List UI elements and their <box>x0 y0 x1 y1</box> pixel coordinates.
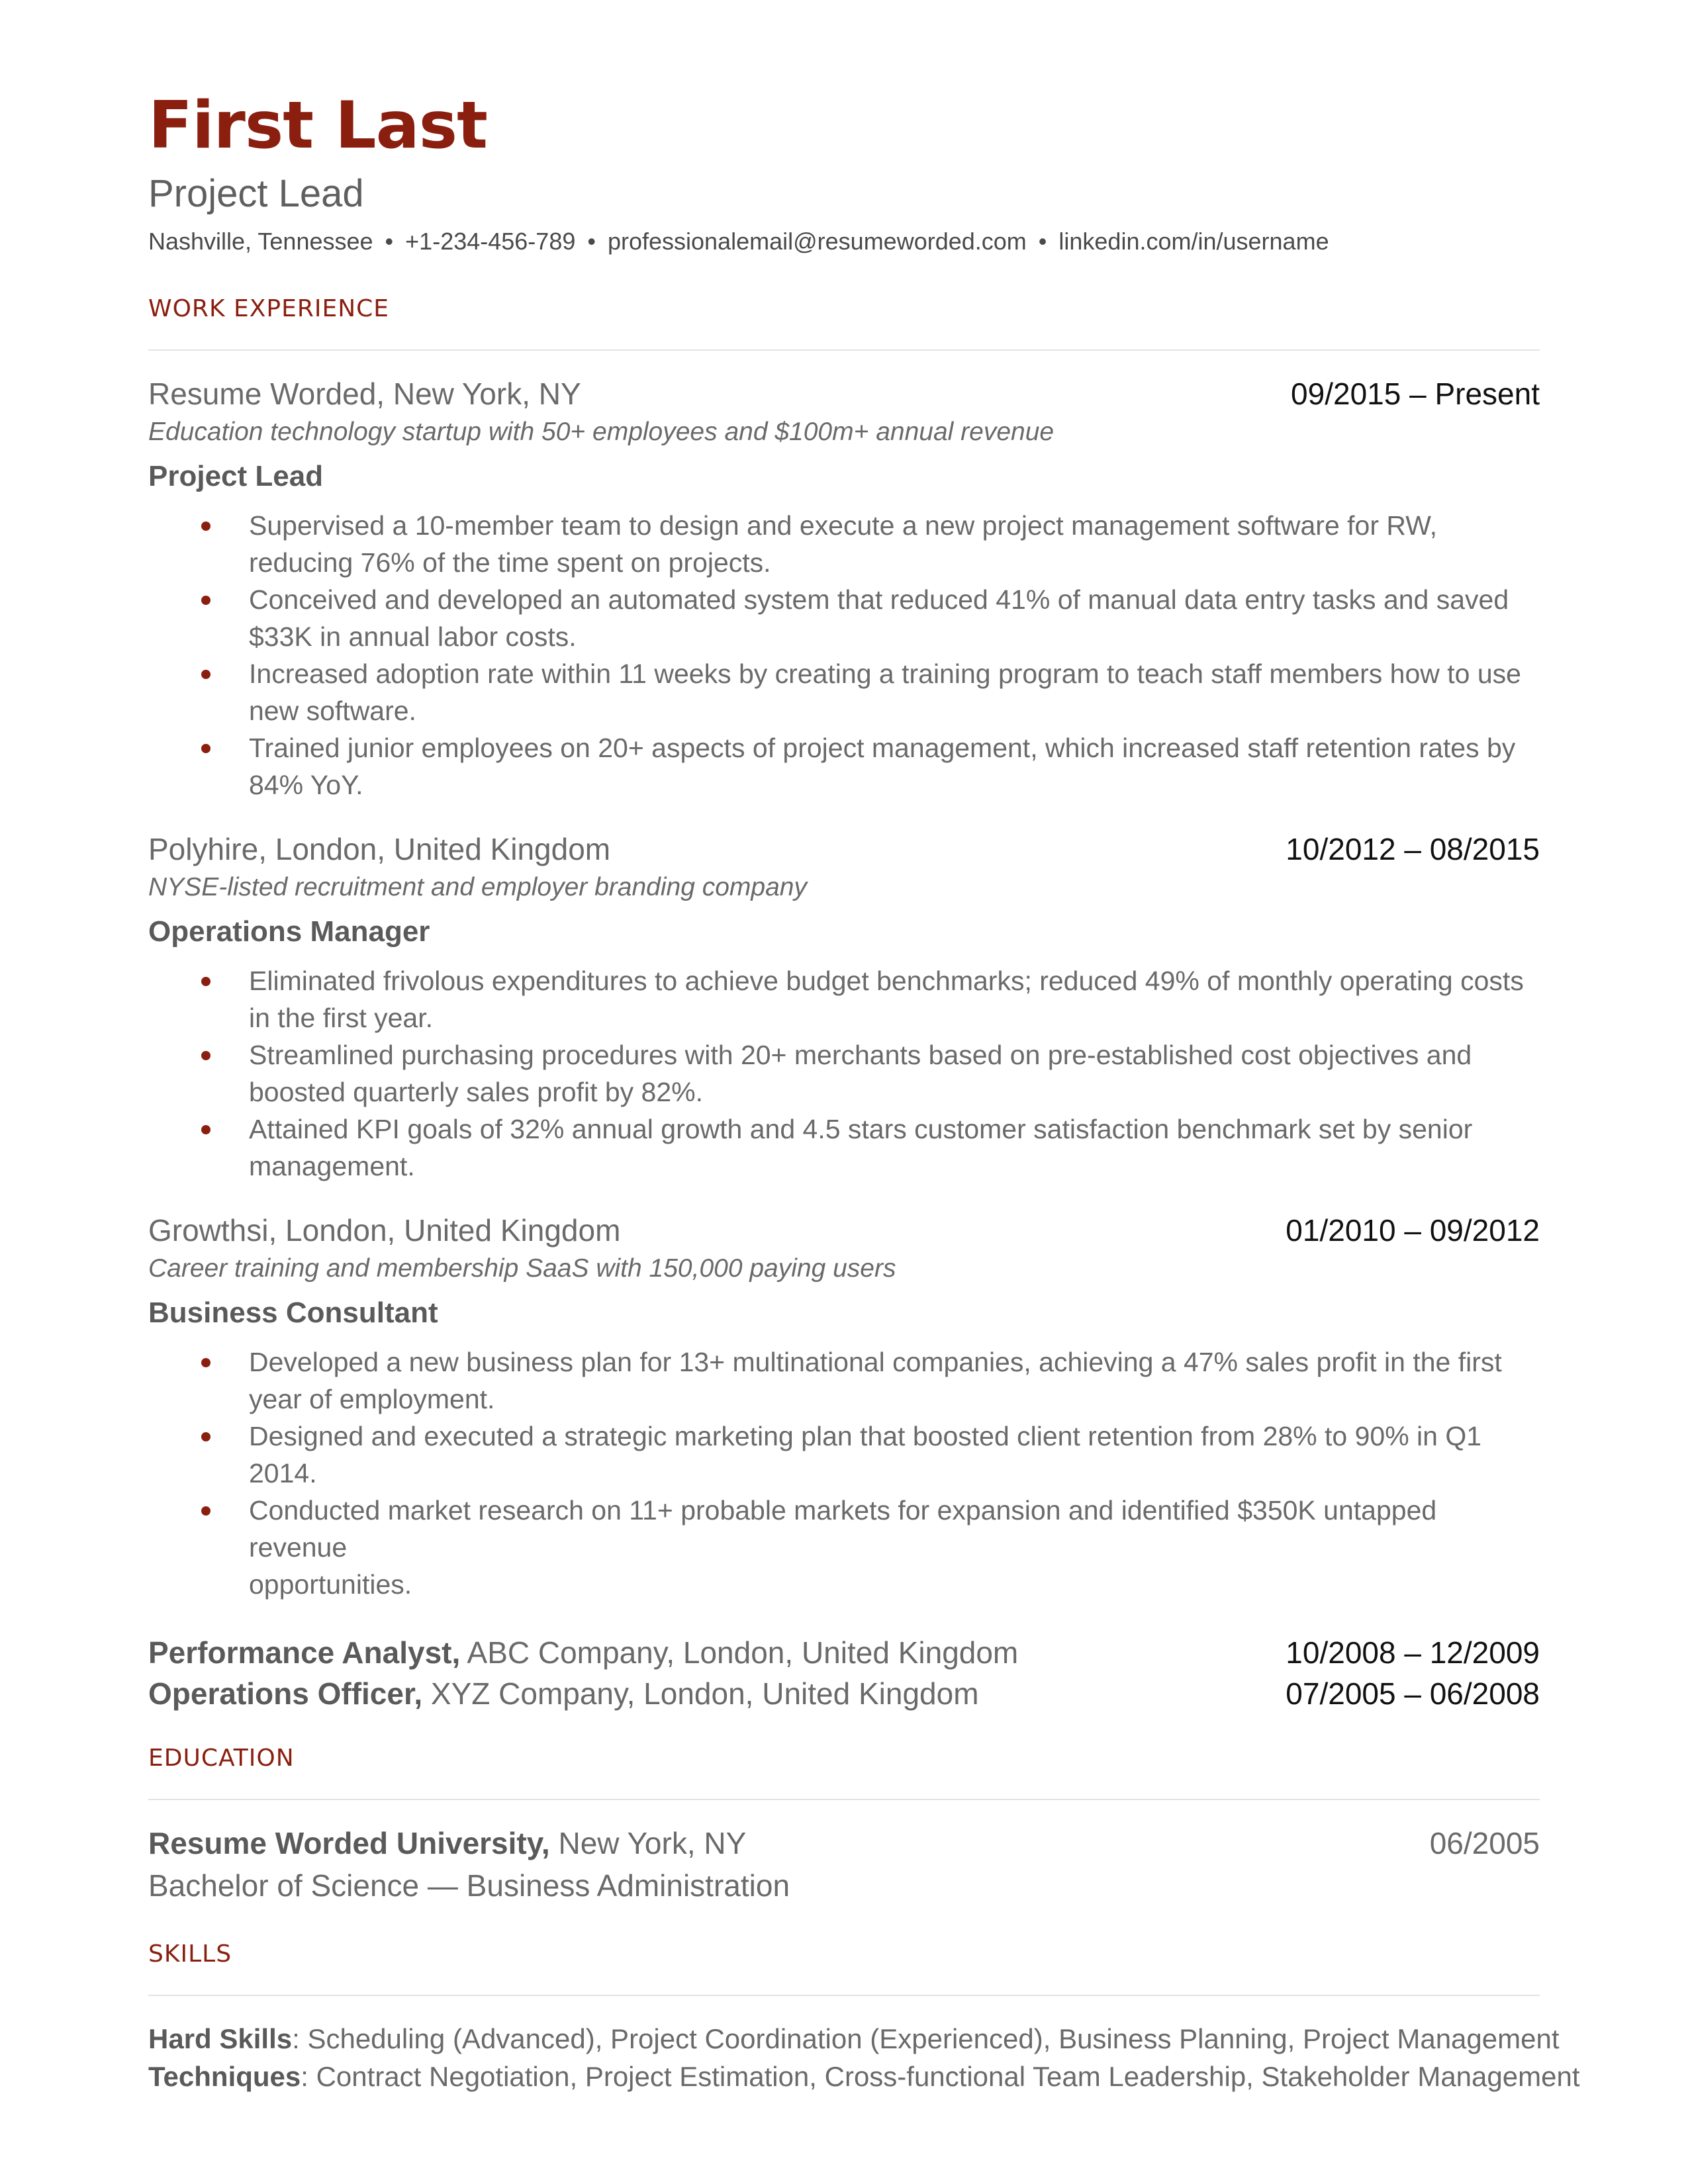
short-job-entry <box>148 1673 1540 1714</box>
education-location: New York, NY <box>558 1826 747 1860</box>
job-date: 09/2015 – Present <box>1291 377 1540 411</box>
education-entry <box>148 1823 1540 1906</box>
candidate-role: Project Lead <box>148 172 364 215</box>
skill-label: Hard Skills <box>148 2023 293 2054</box>
contact-separator: • <box>1038 228 1047 255</box>
job-entry <box>148 830 1540 1185</box>
bullet-item: Developed a new business plan for 13+ multinational companies, achieving a 47% sales profit in the first year of employment. <box>148 1343 1540 1418</box>
bullet-item: Streamlined purchasing procedures with 20+ merchants based on pre-established cost objectives and boosted quarterly sales profit by 82%. <box>148 1036 1540 1111</box>
bullet-dot <box>201 744 211 753</box>
job-bullets <box>148 507 1540 803</box>
section-title-work: WORK EXPERIENCE <box>148 295 390 322</box>
bullet-dot <box>201 1358 211 1367</box>
bullet-dot <box>201 1125 211 1134</box>
job-title: Business Consultant <box>148 1297 438 1329</box>
short-job-company: ABC Company, London, United Kingdom <box>467 1635 1019 1670</box>
job-tagline: Education technology startup with 50+ employees and $100m+ annual revenue <box>148 418 1055 446</box>
contact-phone: +1-234-456-789 <box>405 228 576 255</box>
short-job-date: 10/2008 – 12/2009 <box>1286 1635 1540 1670</box>
job-company: Resume Worded, New York, NY <box>148 377 581 411</box>
short-job-title: Operations Officer, <box>148 1676 423 1711</box>
bullet-dot <box>201 596 211 605</box>
job-title: Project Lead <box>148 460 324 492</box>
job-bullets <box>148 1343 1540 1603</box>
education-school: Resume Worded University, <box>148 1826 550 1860</box>
section-title-skills: SKILLS <box>148 1940 232 1968</box>
education-degree: Bachelor of Science — Business Administration <box>148 1868 790 1903</box>
bullet-item: Eliminated frivolous expenditures to achieve budget benchmarks; reduced 49% of monthly operating costs in the first year. <box>148 962 1540 1036</box>
section-title-education: EDUCATION <box>148 1745 295 1772</box>
skill-value: : Scheduling (Advanced), Project Coordination (Experienced), Business Planning, Project Management <box>292 2023 1560 2054</box>
short-job-date: 07/2005 – 06/2008 <box>1286 1676 1540 1711</box>
section-divider <box>148 1995 1540 1996</box>
bullet-item: Conducted market research on 11+ probable markets for expansion and identified $350K untapped revenue opportunities. <box>148 1492 1540 1603</box>
skills-list <box>148 2020 1580 2095</box>
resume-page <box>148 86 1580 2095</box>
job-tagline: NYSE-listed recruitment and employer branding company <box>148 873 807 901</box>
skill-line <box>148 2058 1580 2095</box>
bullet-dot <box>201 1506 211 1516</box>
bullet-dot <box>201 1051 211 1060</box>
short-job-entry <box>148 1632 1540 1673</box>
job-entry <box>148 375 1540 803</box>
bullet-dot <box>201 1432 211 1441</box>
section-divider <box>148 1799 1540 1800</box>
skill-label: Techniques <box>148 2061 301 2092</box>
job-header <box>148 830 1540 868</box>
contact-linkedin: linkedin.com/in/username <box>1058 228 1329 255</box>
bullet-item: Conceived and developed an automated system that reduced 41% of manual data entry tasks and saved $33K in annual labor costs. <box>148 581 1540 655</box>
section-divider <box>148 349 1540 351</box>
bullet-dot <box>201 670 211 679</box>
job-tagline: Career training and membership SaaS with 150,000 paying users <box>148 1254 896 1283</box>
bullet-item: Trained junior employees on 20+ aspects of project management, which increased staff retention rates by 84% YoY. <box>148 729 1540 803</box>
education-header <box>148 1823 1540 1864</box>
bullet-item: Supervised a 10-member team to design and execute a new project management software for RW, reducing 76% of the time spent on projects. <box>148 507 1540 581</box>
candidate-name: First Last <box>148 88 487 163</box>
job-header <box>148 1211 1540 1250</box>
job-date: 01/2010 – 09/2012 <box>1286 1213 1540 1248</box>
contact-location: Nashville, Tennessee <box>148 228 373 255</box>
bullet-item: Designed and executed a strategic marketing plan that boosted client retention from 28% to 90% in Q1 2014. <box>148 1418 1540 1492</box>
job-entry <box>148 1211 1540 1603</box>
contact-line <box>148 226 1540 257</box>
job-company: Polyhire, London, United Kingdom <box>148 832 611 866</box>
bullet-item: Increased adoption rate within 11 weeks by creating a training program to teach staff members how to use new software. <box>148 655 1540 729</box>
job-title: Operations Manager <box>148 915 430 948</box>
bullet-dot <box>201 522 211 531</box>
contact-separator: • <box>385 228 394 255</box>
job-header <box>148 375 1540 413</box>
education-date: 06/2005 <box>1429 1826 1540 1860</box>
bullet-dot <box>201 977 211 986</box>
short-job-company: XYZ Company, London, United Kingdom <box>430 1676 979 1711</box>
skill-value: : Contract Negotiation, Project Estimation, Cross-functional Team Leadership, Stakeholder Management <box>301 2061 1580 2092</box>
bullet-item: Attained KPI goals of 32% annual growth and 4.5 stars customer satisfaction benchmark set by senior management. <box>148 1111 1540 1185</box>
job-date: 10/2012 – 08/2015 <box>1286 832 1540 866</box>
job-bullets <box>148 962 1540 1185</box>
job-company: Growthsi, London, United Kingdom <box>148 1213 621 1248</box>
skill-line <box>148 2020 1560 2058</box>
contact-email: professionalemail@resumeworded.com <box>607 228 1027 255</box>
short-job-title: Performance Analyst, <box>148 1635 461 1670</box>
contact-separator: • <box>587 228 596 255</box>
short-jobs <box>148 1632 1540 1714</box>
